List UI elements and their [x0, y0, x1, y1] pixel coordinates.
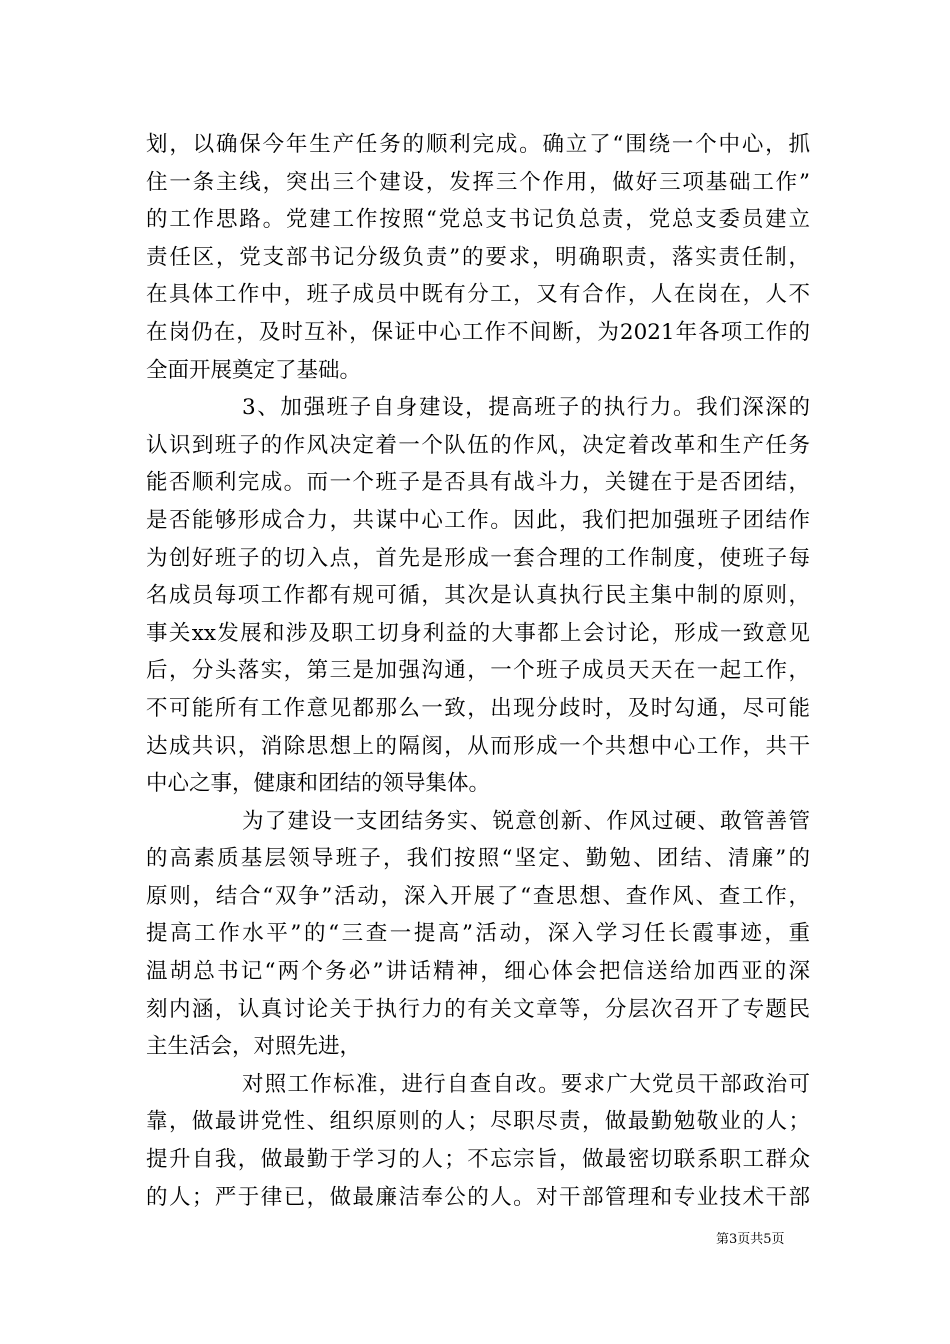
text-line: 责任区，党支部书记分级负责”的要求，明确职责，落实责任制，	[146, 244, 810, 270]
text-line: 的高素质基层领导班子，我们按照“坚定、勤勉、团结、清廉”的	[146, 846, 810, 872]
text-line: 达成共识，消除思想上的隔阂，从而形成一个共想中心工作，共干	[146, 733, 810, 759]
text-line: 在岗仍在，及时互补，保证中心工作不间断，为2021年各项工作的	[146, 319, 810, 345]
text-line: 事关xx发展和涉及职工切身利益的大事都上会讨论，形成一致意见	[146, 620, 810, 646]
page-number-footer: 第3页共5页	[716, 1232, 785, 1247]
text-line: 住一条主线，突出三个建设，发挥三个作用，做好三项基础工作”	[146, 169, 810, 195]
text-line: 为创好班子的切入点，首先是形成一套合理的工作制度，使班子每	[146, 545, 810, 571]
text-line: 的工作思路。党建工作按照“党总支书记负总责，党总支委员建立	[146, 207, 810, 233]
text-line: 在具体工作中，班子成员中既有分工，又有合作，人在岗在，人不	[146, 282, 810, 308]
text-line: 刻内涵，认真讨论关于执行力的有关文章等，分层次召开了专题民	[146, 996, 810, 1022]
text-line: 靠，做最讲党性、组织原则的人；尽职尽责，做最勤勉敬业的人；	[146, 1109, 810, 1135]
text-line: 认识到班子的作风决定着一个队伍的作风，决定着改革和生产任务	[146, 432, 810, 458]
paragraph-start-line: 为了建设一支团结务实、锐意创新、作风过硬、敢管善管	[242, 808, 810, 834]
text-line: 名成员每项工作都有规可循，其次是认真执行民主集中制的原则，	[146, 583, 810, 609]
document-body	[146, 126, 810, 1216]
text-line: 后，分头落实，第三是加强沟通，一个班子成员天天在一起工作，	[146, 658, 810, 684]
paragraph-start-line: 对照工作标准，进行自查自改。要求广大党员干部政治可	[242, 1071, 810, 1097]
text-line: 全面开展奠定了基础。	[146, 357, 362, 383]
text-line: 的人；严于律已，做最廉洁奉公的人。对干部管理和专业技术干部	[146, 1184, 810, 1210]
text-line: 原则，结合“双争”活动，深入开展了“查思想、查作风、查工作，	[146, 883, 810, 909]
text-line: 主生活会，对照先进，	[146, 1034, 362, 1060]
text-line: 能否顺利完成。而一个班子是否具有战斗力，关键在于是否团结，	[146, 470, 810, 496]
text-line: 是否能够形成合力，共谋中心工作。因此，我们把加强班子团结作	[146, 507, 810, 533]
text-line: 划，以确保今年生产任务的顺利完成。确立了“围绕一个中心，抓	[146, 132, 810, 157]
text-line: 提升自我，做最勤于学习的人；不忘宗旨，做最密切联系职工群众	[146, 1147, 810, 1173]
text-line: 中心之事，健康和团结的领导集体。	[146, 771, 491, 797]
text-line: 不可能所有工作意见都那么一致，出现分歧时，及时勾通，尽可能	[146, 695, 810, 721]
text-line: 提高工作水平”的“三查一提高”活动，深入学习任长霞事迹，重	[146, 921, 810, 947]
paragraph-start-line: 3、加强班子自身建设，提高班子的执行力。我们深深的	[242, 395, 810, 421]
text-line: 温胡总书记“两个务必”讲话精神，细心体会把信送给加西亚的深	[146, 959, 810, 985]
